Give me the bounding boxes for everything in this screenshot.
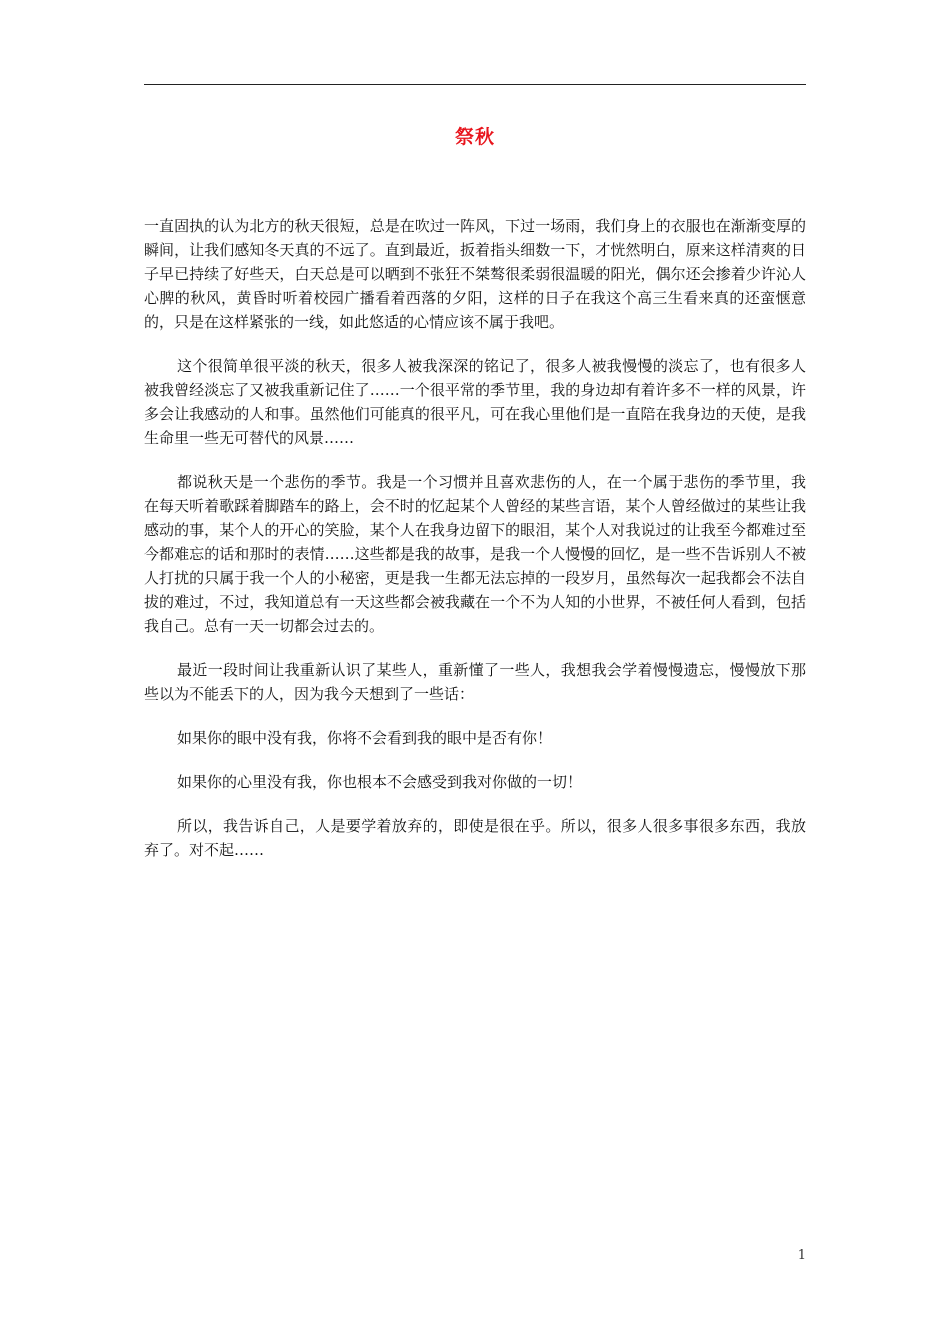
- paragraph-1: 一直固执的认为北方的秋天很短，总是在吹过一阵风，下过一场雨，我们身上的衣服也在渐渐变厚的瞬间，让我们感知冬天真的不远了。直到最近，扳着指头细数一下，才恍然明白，原来这样清爽的日子早已持续了好些天，白天总是可以晒到不张狂不桀骜很柔弱很温暖的阳光，偶尔还会掺着少许沁人心脾的秋风，黄昏时听着校园广播看着西落的夕阳，这样的日子在我这个高三生看来真的还蛮惬意的，只是在这样紧张的一线，如此悠适的心情应该不属于我吧。: [144, 217, 806, 331]
- page-number: 1: [797, 1248, 806, 1263]
- document-title: 祭秋: [454, 126, 495, 148]
- paragraph-6: 如果你的心里没有我，你也根本不会感受到我对你做的一切！: [177, 773, 583, 791]
- paragraph-2: 这个很简单很平淡的秋天，很多人被我深深的铭记了，很多人被我慢慢的淡忘了，也有很多人被我曾经淡忘了又被我重新记住了……一个很平常的季节里，我的身边却有着许多不一样的风景，许多会让我感动的人和事。虽然他们可能真的很平凡，可在我心里他们是一直陪在我身边的天使，是我生命里一些无可替代的风景……: [144, 357, 806, 447]
- paragraph-4: 最近一段时间让我重新认识了某些人，重新懂了一些人，我想我会学着慢慢遗忘，慢慢放下那些以为不能丢下的人，因为我今天想到了一些话：: [144, 661, 806, 703]
- paragraph-5: 如果你的眼中没有我，你将不会看到我的眼中是否有你！: [177, 729, 553, 747]
- paragraph-3: 都说秋天是一个悲伤的季节。我是一个习惯并且喜欢悲伤的人，在一个属于悲伤的季节里，我在每天听着歌踩着脚踏车的路上，会不时的忆起某个人曾经的某些言语，某个人曾经做过的某些让我感动的事，某个人的开心的笑脸，某个人在我身边留下的眼泪，某个人对我说过的让我至今都难过至今都难忘的话和那时的表情……这些都是我的故事，是我一个人慢慢的回忆，是一些不告诉别人不被人打扰的只属于我一个人的小秘密，更是我一生都无法忘掉的一段岁月，虽然每次一起我都会不法自拔的难过，不过，我知道总有一天这些都会被我藏在一个不为人知的小世界，不被任何人看到，包括我自己。总有一天一切都会过去的。: [144, 473, 806, 635]
- paragraph-7: 所以，我告诉自己，人是要学着放弃的，即使是很在乎。所以，很多人很多事很多东西，我放弃了。对不起……: [144, 817, 806, 859]
- document-body: [144, 214, 806, 882]
- header-rule: [144, 84, 806, 85]
